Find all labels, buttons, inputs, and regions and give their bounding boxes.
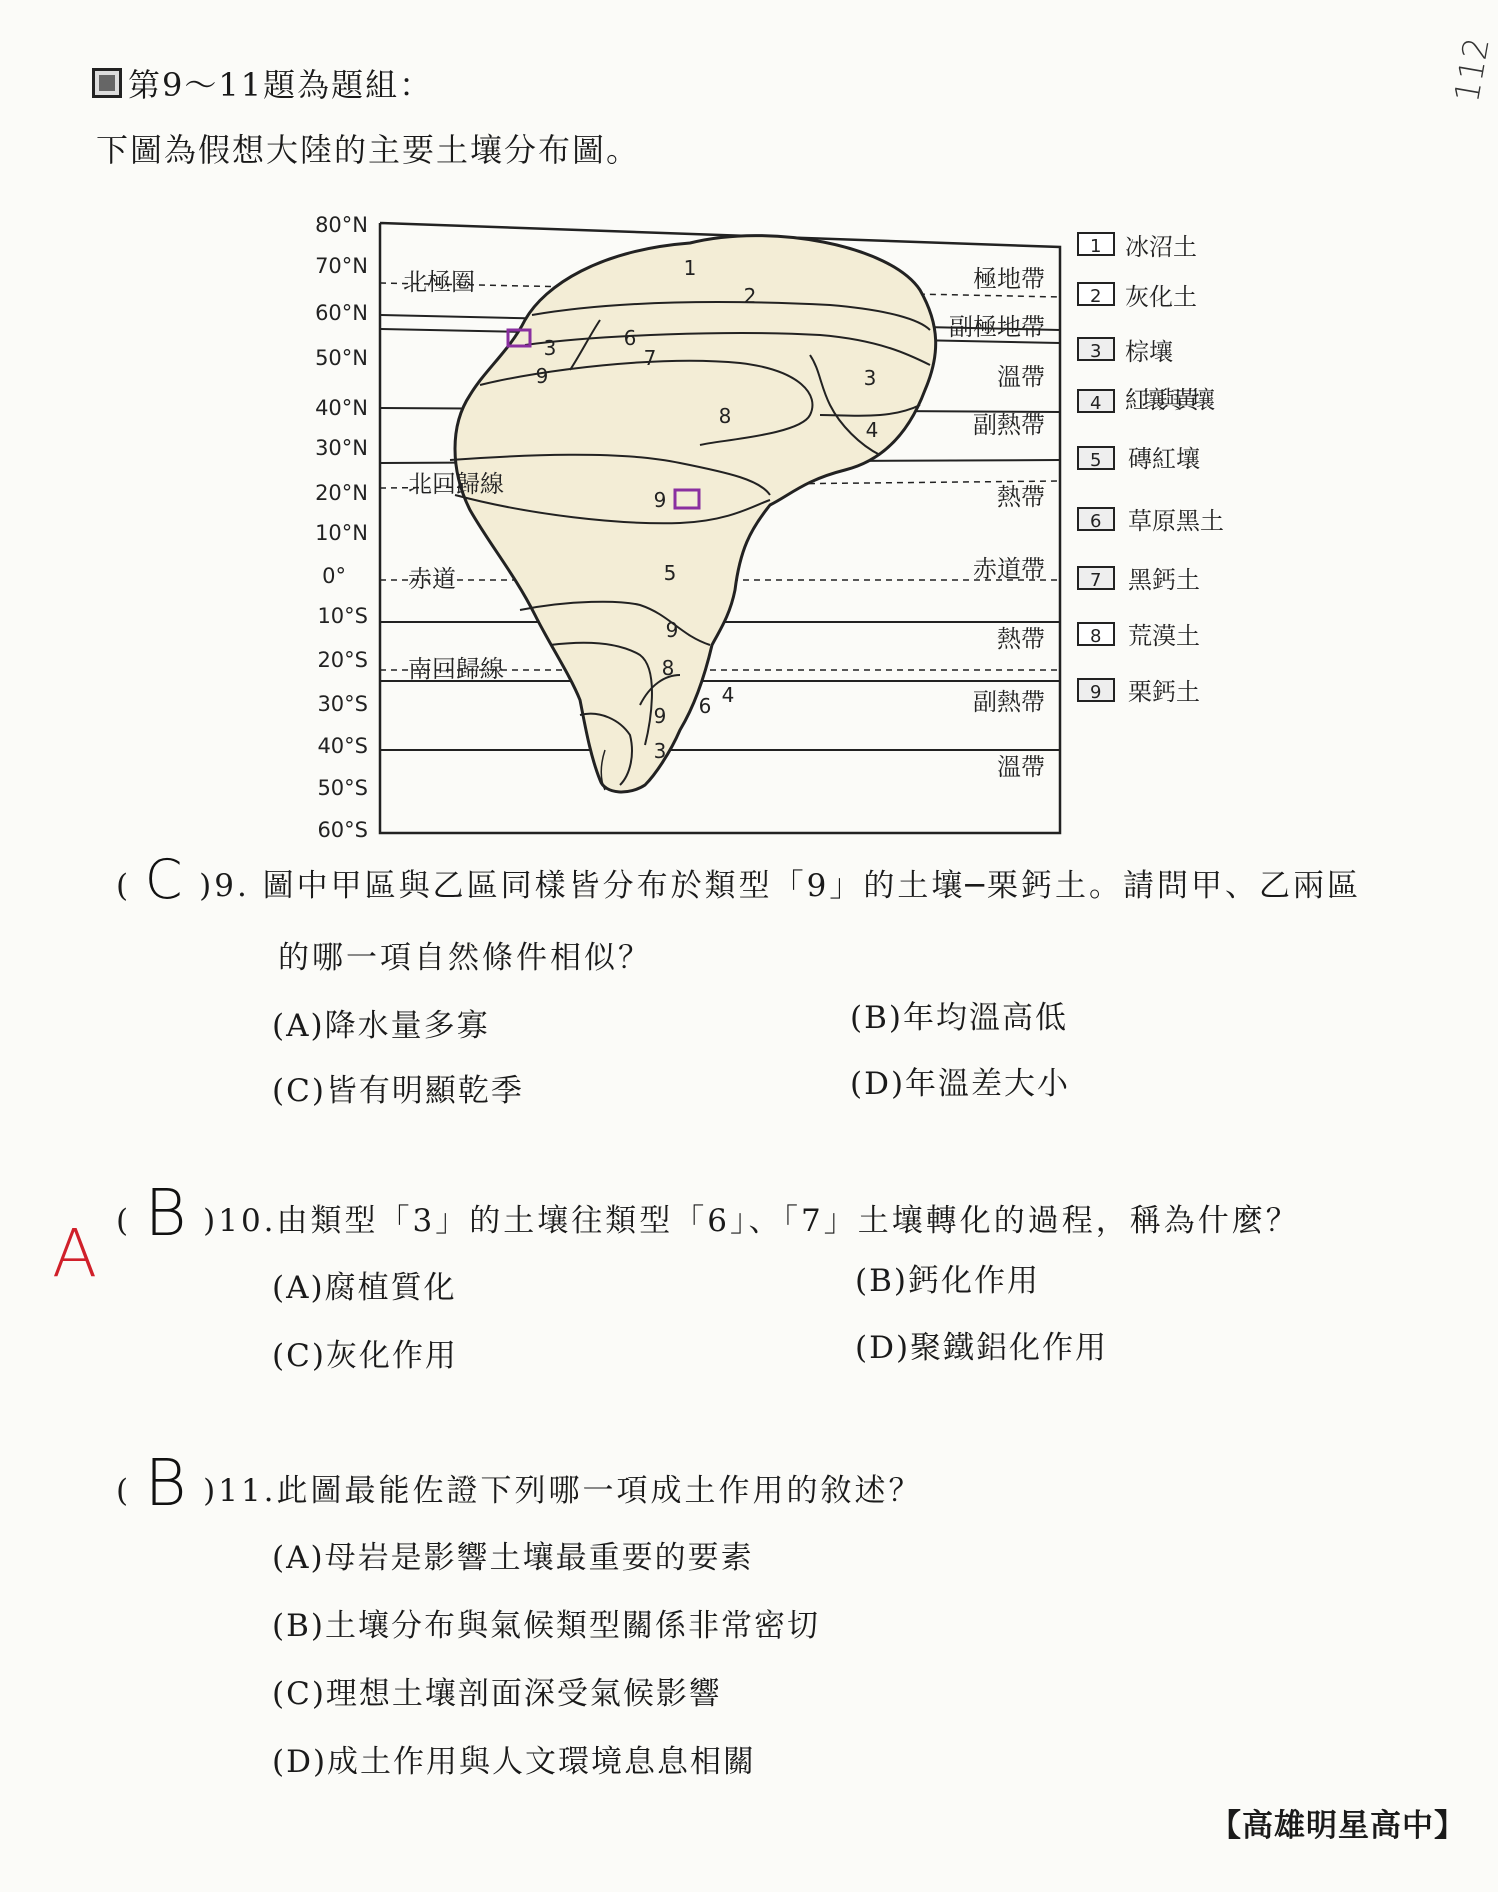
lat-label: 50°N (315, 346, 368, 370)
lat-label: 10°S (317, 604, 368, 628)
option-c: (C)皆有明顯乾季 (272, 1073, 524, 1109)
question-text: 此圖最能佐證下列哪一項成土作用的敘述？ (276, 1473, 923, 1509)
zone-label: 溫帶 (997, 363, 1045, 391)
option-a: (A)母岩是影響土壤最重要的要素 (272, 1540, 754, 1576)
svg-text:8: 8 (1090, 626, 1102, 647)
option-c: (C)灰化作用 (272, 1338, 458, 1374)
lat-label: 0° (322, 564, 346, 588)
legend-label: 黑鈣土 (1128, 566, 1200, 594)
region-number: 3 (863, 366, 877, 390)
region-number: 9 (535, 364, 549, 388)
region-number: 4 (721, 683, 735, 707)
answer-handwritten: B (144, 1177, 190, 1251)
lat-label: 70°N (315, 254, 368, 278)
legend-label: 棕壤 (1125, 338, 1173, 366)
svg-text:2: 2 (1090, 286, 1102, 307)
answer-handwritten: B (144, 1447, 190, 1521)
lat-label: 30°S (317, 692, 368, 716)
line-label: 南回歸線 (408, 655, 504, 683)
question-text: 圖中甲區與乙區同樣皆分布於類型「9」的土壤─栗鈣土。請問甲、乙兩區 (262, 868, 1362, 904)
lat-label: 50°S (317, 776, 368, 800)
region-number: 5 (663, 561, 677, 585)
legend-label: 荒漠土 (1128, 622, 1200, 650)
svg-text:5: 5 (1090, 450, 1102, 471)
region-number: 2 (743, 284, 757, 308)
svg-text:4: 4 (1090, 393, 1102, 414)
question-number: 10. (218, 1203, 277, 1239)
option-d: (D)成土作用與人文環境息息相關 (272, 1744, 757, 1780)
svg-text:3: 3 (1090, 341, 1102, 362)
option-d: (D)聚鐵鋁化作用 (855, 1330, 1109, 1366)
source-label: 【高雄明星高中】 (1210, 1808, 1466, 1844)
lat-label: 60°N (315, 301, 368, 325)
zone-label: 熱帶 (997, 483, 1045, 511)
legend-label: 栗鈣土 (1128, 678, 1200, 706)
option-d: (D)年溫差大小 (850, 1066, 1071, 1102)
question-text-cont: 的哪一項自然條件相似？ (278, 940, 652, 976)
legend-label: 冰沼土 (1125, 233, 1197, 261)
legend-label: 紅壤與黃壤 (1125, 386, 1215, 414)
question-11: ( B )11.此圖最能佐證下列哪一項成土作用的敘述？ (116, 1447, 923, 1521)
lat-label: 40°S (317, 734, 368, 758)
region-number: 3 (543, 336, 557, 360)
soil-map (300, 205, 1260, 845)
map-legend (1078, 233, 1224, 706)
region-number: 1 (683, 256, 697, 280)
line-label: 赤道 (408, 565, 456, 593)
region-number: 3 (653, 739, 667, 763)
square-mark-icon (92, 68, 122, 98)
region-number: 9 (665, 618, 679, 642)
region-number: 6 (698, 694, 712, 718)
svg-text:6: 6 (1090, 511, 1102, 532)
question-number: 9. (214, 868, 250, 904)
line-label: 北極圈 (403, 268, 475, 296)
lat-label: 20°S (317, 648, 368, 672)
question-number: 11. (218, 1473, 277, 1509)
lat-label: 10°N (315, 521, 368, 545)
question-9: ( C )9. 圖中甲區與乙區同樣皆分布於類型「9」的土壤─栗鈣土。請問甲、乙兩區 (116, 848, 1362, 911)
answer-handwritten: C (144, 848, 186, 911)
legend-label: 磚紅壤 (1128, 445, 1200, 473)
zone-label: 溫帶 (997, 753, 1045, 781)
line-label: 北回歸線 (408, 470, 504, 498)
lat-label: 20°N (315, 481, 368, 505)
region-number: 4 (865, 418, 879, 442)
legend-label: 草原黑土 (1128, 507, 1224, 535)
zone-label: 赤道帶 (973, 555, 1045, 583)
option-b: (B)鈣化作用 (855, 1263, 1040, 1299)
zone-label: 熱帶 (997, 625, 1045, 653)
group-title: 第9～11題為題組： (128, 66, 434, 104)
lat-label: 80°N (315, 213, 368, 237)
continent-outline (455, 236, 936, 792)
option-b: (B)土壤分布與氣候類型關係非常密切 (272, 1608, 820, 1644)
zone-label: 副極地帶 (949, 313, 1045, 341)
correction-mark: A (52, 1215, 98, 1292)
option-a: (A)腐植質化 (272, 1270, 457, 1306)
svg-text:1: 1 (1090, 236, 1102, 257)
region-number: 8 (661, 656, 675, 680)
lat-label: 60°S (317, 818, 368, 842)
region-number: 6 (623, 326, 637, 350)
group-heading (92, 60, 433, 106)
question-10: ( B )10.由類型「3」的土壤往類型「6」、「7」土壤轉化的過程，稱為什麼？ (116, 1177, 1300, 1251)
option-a: (A)降水量多寡 (272, 1008, 490, 1044)
region-number: 8 (718, 404, 732, 428)
region-number: 9 (653, 488, 667, 512)
zone-label: 極地帶 (973, 265, 1045, 293)
svg-text:7: 7 (1090, 570, 1102, 591)
region-number: 9 (653, 704, 667, 728)
option-c: (C)理想土壤剖面深受氣候影響 (272, 1676, 722, 1712)
intro-text: 下圖為假想大陸的主要土壤分布圖。 (96, 131, 641, 169)
option-b: (B)年均溫高低 (850, 1000, 1068, 1036)
region-number: 7 (643, 346, 657, 370)
zone-label: 副熱帶 (973, 688, 1045, 716)
lat-label: 40°N (315, 396, 368, 420)
svg-text:9: 9 (1090, 682, 1102, 703)
margin-scribble: 112 (1447, 34, 1498, 106)
zone-label: 副熱帶 (973, 411, 1045, 439)
question-text: 由類型「3」的土壤往類型「6」、「7」土壤轉化的過程，稱為什麼？ (276, 1203, 1300, 1239)
lat-label: 30°N (315, 436, 368, 460)
legend-label: 灰化土 (1125, 283, 1197, 311)
